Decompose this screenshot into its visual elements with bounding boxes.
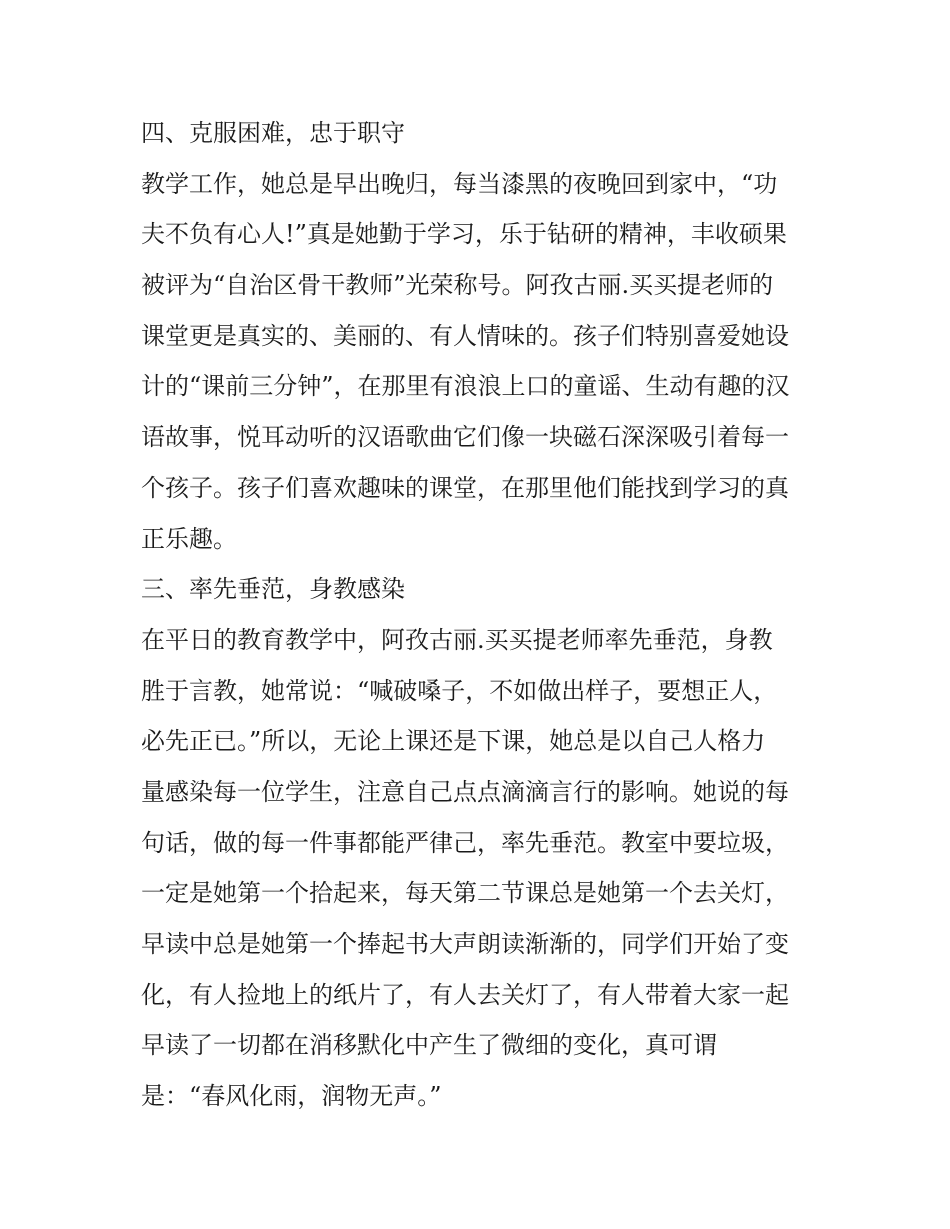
paragraph-line: 早读中总是她第一个捧起书大声朗读渐渐的，同学们开始了变: [141, 930, 789, 958]
paragraph-line: 个孩子。孩子们喜欢趣味的课堂，在那里他们能找到学习的真: [141, 473, 789, 502]
paragraph-line: 在平日的教育教学中，阿孜古丽.买买提老师率先垂范，身教: [141, 625, 773, 654]
paragraph-line: 教学工作，她总是早出晚归，每当漆黑的夜晚回到家中，“功: [141, 169, 778, 198]
heading-four: 四、克服困难，忠于职守: [141, 119, 405, 147]
paragraph-line: 是：“春风化雨，润物无声。”: [141, 1082, 442, 1111]
paragraph-line: 必先正已。”所以，无论上课还是下课，她总是以自己人格力: [141, 727, 766, 756]
paragraph-line: 被评为“自治区骨干教师”光荣称号。阿孜古丽.买买提老师的: [141, 271, 774, 300]
paragraph-line: 一定是她第一个拾起来，每天第二节课总是她第一个去关灯，: [141, 879, 789, 908]
paragraph-line: 句话，做的每一件事都能严律己，率先垂范。教室中要垃圾，: [141, 828, 789, 857]
document-body: [141, 108, 821, 1122]
heading-three: 三、率先垂范，身教感染: [141, 575, 405, 604]
paragraph-line: 计的“课前三分钟”，在那里有浪浪上口的童谣、生动有趣的汉: [141, 372, 790, 401]
paragraph-line: 课堂更是真实的、美丽的、有人情味的。孩子们特别喜爱她设: [141, 321, 789, 350]
paragraph-line: 胜于言教，她常说：“喊破嗓子，不如做出样子，要想正人，: [141, 676, 778, 705]
paragraph-line: 正乐趣。: [141, 524, 237, 553]
paragraph-line: 量感染每一位学生，注意自己点点滴滴言行的影响。她说的每: [141, 777, 789, 806]
paragraph-line: 化，有人捡地上的纸片了，有人去关灯了，有人带着大家一起: [141, 980, 789, 1009]
paragraph-line: 语故事，悦耳动听的汉语歌曲它们像一块磁石深深吸引着每一: [141, 423, 789, 452]
paragraph-line: 夫不负有心人!”真是她勤于学习，乐于钻研的精神，丰收硕果: [141, 220, 787, 249]
paragraph-line: 早读了一切都在消移默化中产生了微细的变化，真可谓: [141, 1031, 717, 1060]
